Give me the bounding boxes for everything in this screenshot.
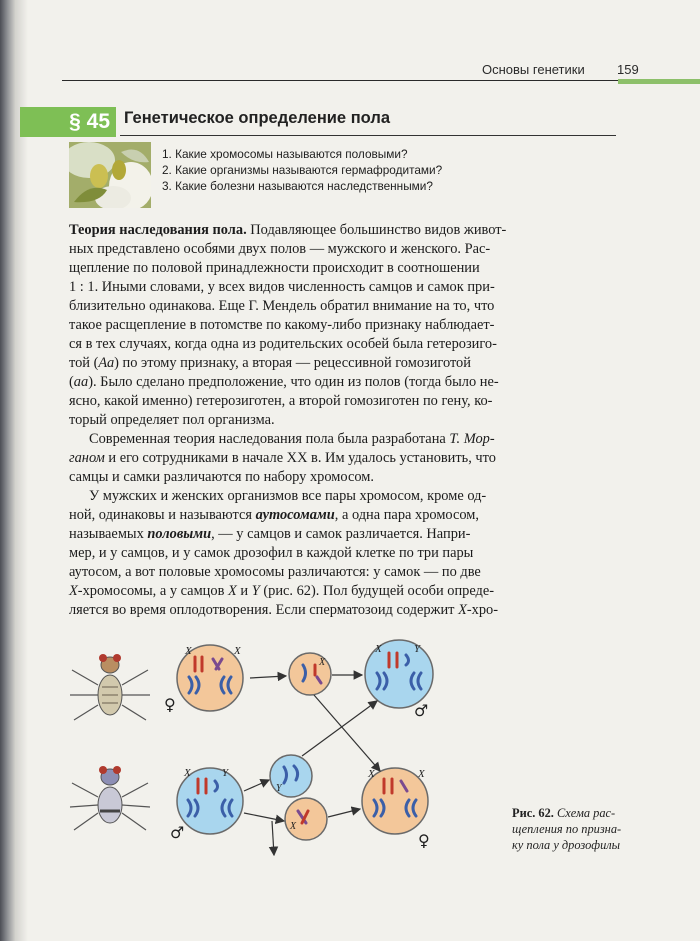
arrow-male-to-sperm-y bbox=[244, 780, 269, 791]
female-symbol-offspring: ♀ bbox=[418, 831, 430, 850]
label-x-male-parent: X bbox=[184, 767, 191, 779]
figure-caption: Рис. 62. Схема рас- щепления по призна- ку пола у дрозофилы bbox=[512, 806, 622, 852]
question-1: 1. Какие хромосомы называются половыми? bbox=[162, 147, 408, 161]
term-sex-chromosomes: половыми bbox=[147, 526, 212, 542]
text-line: такое расщепление в потомстве по какому-либо признаку наблюдает- bbox=[69, 317, 495, 333]
header-green-strip bbox=[618, 79, 700, 84]
text-line: ных представлено особями двух полов — мужского и женского. Рас- bbox=[69, 241, 491, 257]
text-line: аутосом, а вот половые хромосомы различаются: у самок — по две bbox=[69, 564, 481, 580]
arrow-sperm-y-to-male-offspring bbox=[302, 701, 377, 756]
caption-label: Рис. 62. bbox=[512, 806, 554, 820]
text-line: торый определяет пол организма. bbox=[69, 412, 275, 428]
figure-62 bbox=[62, 625, 632, 865]
arrow-sperm-x-to-female-offspring bbox=[328, 809, 360, 817]
term-autosomes: аутосомами bbox=[255, 507, 335, 523]
female-symbol-parent: ♀ bbox=[164, 695, 176, 714]
label-x-male-offspring: X bbox=[375, 643, 382, 655]
flower-photo bbox=[69, 142, 151, 208]
book-binding-edge bbox=[0, 0, 16, 941]
text-line: самцы и самки различаются по набору хромосом. bbox=[69, 469, 374, 485]
label-y-male-offspring: Y bbox=[414, 643, 421, 655]
label-x-egg: X bbox=[319, 657, 326, 668]
label-x-female-offspring-2: X bbox=[418, 768, 425, 780]
text-line: называемых половыми, — у самцов и самок различается. Напри- bbox=[69, 526, 471, 542]
text-line: мер, и у самцов, и у самок дрозофил в каждой клетке по три пары bbox=[69, 545, 474, 561]
term-sex-inheritance: Теория наследования пола. bbox=[69, 222, 247, 238]
arrow-female-to-egg bbox=[250, 676, 286, 678]
text-line: ся в тех случаях, когда одна из родительских особей была гетерозиго- bbox=[69, 336, 497, 352]
text-line: ной, одинаковы и называются аутосомами, а одна пара хромосом, bbox=[69, 507, 479, 523]
label-y-sperm: Y bbox=[276, 783, 282, 794]
male-drosophila-icon bbox=[70, 766, 150, 830]
body-text bbox=[69, 221, 617, 620]
text-line: (аа). Было сделано предположение, что один из полов (тогда было не- bbox=[69, 374, 499, 390]
arrow-male-to-sperm-x bbox=[244, 813, 284, 821]
section-heading bbox=[20, 107, 616, 137]
text-line: У мужских и женских организмов все пары хромосом, кроме од- bbox=[89, 488, 487, 504]
question-2: 2. Какие организмы называются гермафродитами? bbox=[162, 163, 443, 177]
male-symbol-offspring: ♂ bbox=[414, 701, 429, 720]
female-drosophila-icon bbox=[70, 654, 150, 720]
question-3: 3. Какие болезни называются наследственными? bbox=[162, 179, 433, 193]
label-y-male-parent: Y bbox=[222, 767, 229, 779]
label-x-female-parent-2: X bbox=[234, 645, 241, 657]
text-line: ганом и его сотрудниками в начале XX в. Им удалось установить, что bbox=[69, 450, 496, 466]
text-line: ляется во время оплодотворения. Если сперматозоид содержит X-хро- bbox=[69, 602, 499, 618]
text-line: X-хромосомы, а у самцов X и Y (рис. 62). Пол будущей особи опреде- bbox=[69, 583, 495, 599]
section-rule bbox=[120, 135, 616, 136]
review-questions bbox=[162, 146, 602, 194]
label-x-female-offspring: X bbox=[368, 768, 375, 780]
section-title: Генетическое определение пола bbox=[124, 109, 390, 127]
running-head bbox=[62, 62, 700, 84]
text-line: 1 : 1. Иными словами, у всех видов численность самцов и самок при- bbox=[69, 279, 495, 295]
male-symbol-parent: ♂ bbox=[170, 823, 185, 842]
text-line: Теория наследования пола. Подавляющее большинство видов живот- bbox=[69, 222, 507, 238]
text-line: той (Аа) по этому признаку, а вторая — рецессивной гомозиготой bbox=[69, 355, 471, 371]
page-number: 159 bbox=[617, 62, 639, 77]
label-x-female-parent: X bbox=[185, 645, 192, 657]
running-head-title: Основы генетики bbox=[482, 62, 585, 77]
header-rule bbox=[62, 80, 644, 81]
text-line: близительно одинакова. Еще Г. Мендель обратил внимание на то, что bbox=[69, 298, 495, 314]
arrow-sperm-y-to-female bbox=[272, 821, 274, 855]
text-line: Современная теория наследования пола была разработана Т. Мор- bbox=[89, 431, 495, 447]
section-number: § 45 bbox=[20, 107, 116, 137]
binding-shadow bbox=[16, 0, 28, 941]
text-line: щепление по половой принадлежности происходит в соотношении bbox=[69, 260, 480, 276]
label-x-sperm: X bbox=[290, 821, 297, 832]
sperm-x-cell bbox=[285, 798, 327, 840]
text-line: ясно, какой именно) гетерозиготен, а второй гомозиготен по гену, ко- bbox=[69, 393, 493, 409]
